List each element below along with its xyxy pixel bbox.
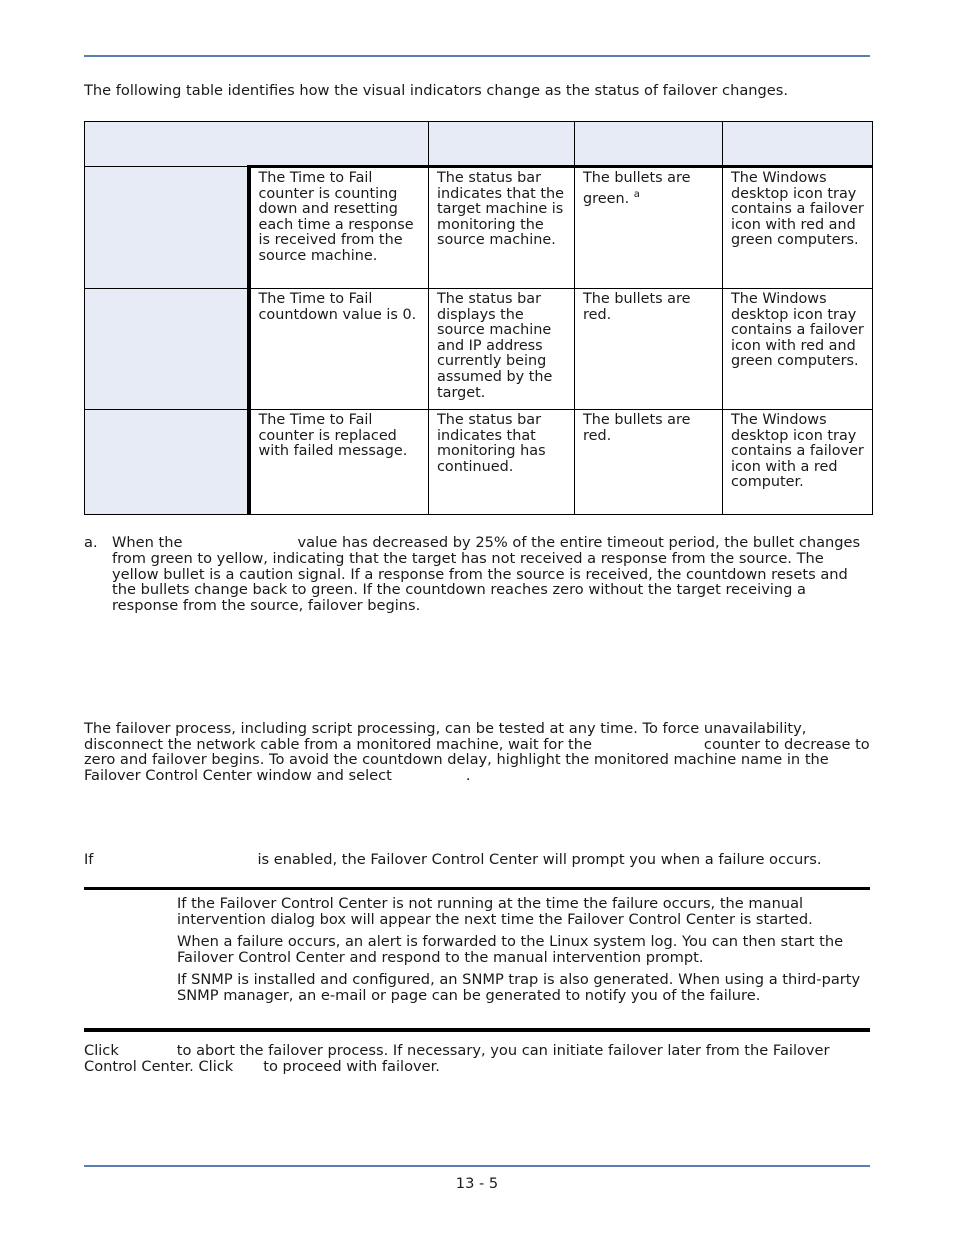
note-item: When a failure occurs, an alert is forwarded to the Linux system log. You can then start the Failover Control Center and respond to the manual intervention prompt. <box>177 933 844 966</box>
click-text-1: Click <box>84 1042 119 1059</box>
bullets-text: The bullets are green. <box>583 170 691 207</box>
footnote-label: a. <box>84 534 98 551</box>
counter-cell: The Time to Fail countdown value is 0. <box>249 289 429 410</box>
table-row <box>85 289 873 410</box>
intro-text: The following table identifies how the visual indicators change as the status of failover changes. <box>84 82 788 99</box>
bullets-cell <box>575 167 723 289</box>
testing-text-2: counter to decrease to zero and failover begins. To avoid the countdown delay, highlight the monitored machine name in the Failover Control Center window and select <box>84 735 870 785</box>
status-bar-cell: The status bar indicates that monitoring has continued. <box>429 410 575 515</box>
bullets-cell: The bullets are red. <box>575 289 723 410</box>
testing-paragraph <box>84 721 870 784</box>
header-cell-tray <box>723 122 873 167</box>
footnote-text <box>112 535 870 614</box>
bullets-cell: The bullets are red. <box>575 410 723 515</box>
manual-text-1: If <box>84 851 94 868</box>
manual-text-2: is enabled, the Failover Control Center will prompt you when a failure occurs. <box>257 851 822 868</box>
tray-cell: The Windows desktop icon tray contains a failover icon with red and green computers. <box>723 167 873 289</box>
note-box <box>84 887 870 1032</box>
click-paragraph <box>84 1043 870 1074</box>
table-footnote <box>84 535 870 614</box>
testing-text-3: . <box>465 767 471 785</box>
click-text-2: to abort the failover process. If necessary, you can initiate failover later from the Failover Control Center. Click <box>84 1042 830 1075</box>
manual-intervention-paragraph <box>84 852 870 868</box>
status-bar-cell: The status bar displays the source machine and IP address currently being assumed by the target. <box>429 289 575 410</box>
counter-cell: The Time to Fail counter is counting down and resetting each time a response is received from the source machine. <box>249 167 429 289</box>
header-cell-status <box>85 122 429 167</box>
header-cell-status-bar <box>429 122 575 167</box>
counter-cell: The Time to Fail counter is replaced with failed message. <box>249 410 429 515</box>
table-row <box>85 167 873 289</box>
bottom-rule <box>84 1165 870 1167</box>
footnote-text-rest: value has decreased by 25% of the entire timeout period, the bullet changes from green to yellow, indicating that the target has not received a response from the source. The yellow bullet is a caution signal. If a response from the source is received, the countdown resets and the bullets change back to green. If the countdown reaches zero without the target receiving a response from the source, failover begins. <box>112 534 861 615</box>
tray-cell: The Windows desktop icon tray contains a failover icon with a red computer. <box>723 410 873 515</box>
footnote-text-start: When the <box>112 534 183 551</box>
table-header-row <box>85 122 873 167</box>
tray-cell: The Windows desktop icon tray contains a failover icon with red and green computers. <box>723 289 873 410</box>
page-number: 13 - 5 <box>455 1175 499 1192</box>
row-label-cell <box>85 410 249 515</box>
top-rule <box>84 55 870 57</box>
header-cell-bullets <box>575 122 723 167</box>
failover-status-table <box>84 121 873 515</box>
row-label-cell <box>85 289 249 410</box>
footnote-marker: a <box>633 188 640 200</box>
note-item: If the Failover Control Center is not running at the time the failure occurs, the manual intervention dialog box will appear the next time the Failover Control Center is started. <box>177 895 813 928</box>
status-bar-cell: The status bar indicates that the target machine is monitoring the source machine. <box>429 167 575 289</box>
testing-text-1: The failover process, including script processing, can be tested at any time. To force unavailability, disconnect the network cable from a monitored machine, wait for the <box>84 720 807 753</box>
click-text-3: to proceed with failover. <box>263 1057 440 1075</box>
row-label-cell <box>85 167 249 289</box>
note-item: If SNMP is installed and configured, an SNMP trap is also generated. When using a third-party SNMP manager, an e-mail or page can be generated to notify you of the failure. <box>177 971 861 1004</box>
table-row <box>85 410 873 515</box>
